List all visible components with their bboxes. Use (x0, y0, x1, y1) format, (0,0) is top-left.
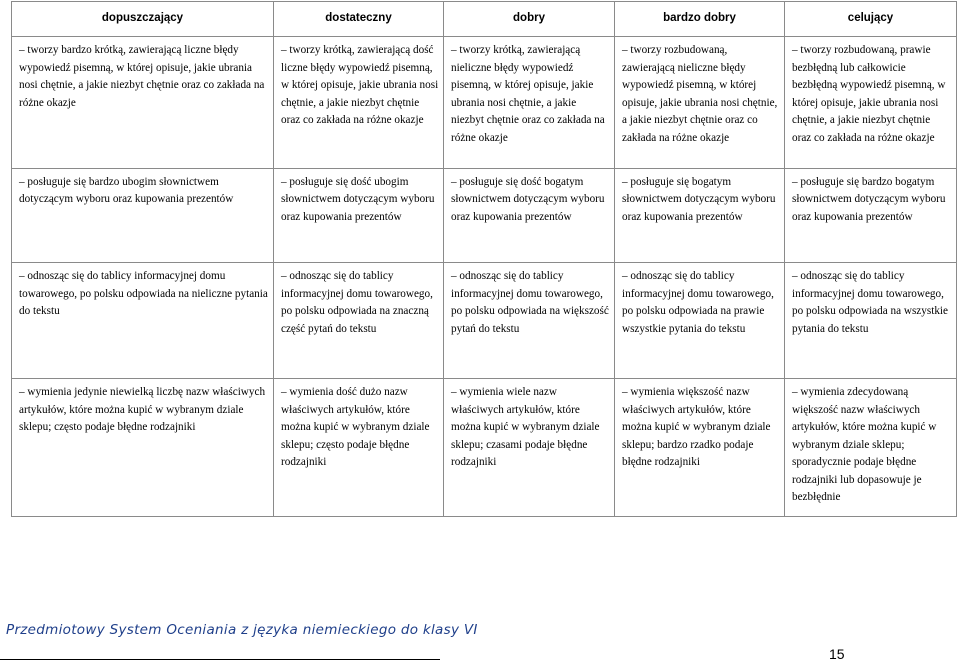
table-row (12, 263, 957, 379)
criteria-cell: – wymienia dość dużo nazw właściwych artykułów, które można kupić w wybranym dziale sklepu; często podaje błędne rodzajniki (274, 379, 444, 517)
header-grade-bardzo-dobry: bardzo dobry (615, 2, 785, 37)
header-grade-dobry: dobry (444, 2, 615, 37)
criteria-cell: – tworzy rozbudowaną, prawie bezbłędną lub całkowicie bezbłędną wypowiedź pisemną, w której opisuje, jakie ubrania nosi chętnie, a jakie niezbyt chętnie oraz co zakłada na różne okazje (785, 37, 957, 169)
grading-criteria-table (11, 1, 957, 517)
table-row (12, 37, 957, 169)
criteria-cell: – posługuje się bardzo bogatym słownictwem dotyczącym wyboru oraz kupowania prezentów (785, 168, 957, 262)
footer-document-title: Przedmiotowy System Oceniania z języka niemieckiego do klasy VI (6, 622, 478, 638)
header-row (12, 2, 957, 37)
header-grade-dopuszczajacy: dopuszczający (12, 2, 274, 37)
footer-divider (0, 659, 440, 660)
criteria-cell: – wymienia jedynie niewielką liczbę nazw właściwych artykułów, które można kupić w wybranym dziale sklepu; często podaje błędne rodzajniki (12, 379, 274, 517)
header-grade-dostateczny: dostateczny (274, 2, 444, 37)
criteria-cell: – odnosząc się do tablicy informacyjnej domu towarowego, po polsku odpowiada na znaczną część pytań do tekstu (274, 263, 444, 379)
criteria-cell: – posługuje się dość bogatym słownictwem dotyczącym wyboru oraz kupowania prezentów (444, 168, 615, 262)
page-number: 15 (829, 646, 845, 662)
criteria-cell: – odnosząc się do tablicy informacyjnej domu towarowego, po polsku odpowiada na prawie wszystkie pytania do tekstu (615, 263, 785, 379)
criteria-cell: – odnosząc się do tablicy informacyjnej domu towarowego, po polsku odpowiada na wszystkie pytania do tekstu (785, 263, 957, 379)
criteria-cell: – posługuje się bogatym słownictwem dotyczącym wyboru oraz kupowania prezentów (615, 168, 785, 262)
table-row (12, 379, 957, 517)
criteria-cell: – wymienia zdecydowaną większość nazw właściwych artykułów, które można kupić w wybranym dziale sklepu; sporadycznie podaje błędne rodzajniki lub dopasowuje je bezbłędnie (785, 379, 957, 517)
criteria-cell: – posługuje się dość ubogim słownictwem dotyczącym wyboru oraz kupowania prezentów (274, 168, 444, 262)
header-grade-celujacy: celujący (785, 2, 957, 37)
criteria-cell: – tworzy rozbudowaną, zawierającą nieliczne błędy wypowiedź pisemną, w której opisuje, jakie ubrania nosi chętnie, a jakie niezbyt chętnie oraz co zakłada na różne okazje (615, 37, 785, 169)
criteria-cell: – posługuje się bardzo ubogim słownictwem dotyczącym wyboru oraz kupowania prezentów (12, 168, 274, 262)
criteria-cell: – tworzy bardzo krótką, zawierającą liczne błędy wypowiedź pisemną, w której opisuje, jakie ubrania nosi chętnie, a jakie niezbyt chętnie oraz co zakłada na różne okazje (12, 37, 274, 169)
table-row (12, 168, 957, 262)
criteria-cell: – wymienia większość nazw właściwych artykułów, które można kupić w wybranym dziale sklepu; bardzo rzadko podaje błędne rodzajniki (615, 379, 785, 517)
criteria-cell: – odnosząc się do tablicy informacyjnej domu towarowego, po polsku odpowiada na nieliczne pytania do tekstu (12, 263, 274, 379)
criteria-cell: – wymienia wiele nazw właściwych artykułów, które można kupić w wybranym dziale sklepu; czasami podaje błędne rodzajniki (444, 379, 615, 517)
criteria-cell: – tworzy krótką, zawierającą dość liczne błędy wypowiedź pisemną, w której opisuje, jakie ubrania nosi chętnie, a jakie niezbyt chętnie oraz co zakłada na różne okazje (274, 37, 444, 169)
criteria-cell: – tworzy krótką, zawierającą nieliczne błędy wypowiedź pisemną, w której opisuje, jakie ubrania nosi chętnie, a jakie niezbyt chętnie oraz co zakłada na różne okazje (444, 37, 615, 169)
criteria-cell: – odnosząc się do tablicy informacyjnej domu towarowego, po polsku odpowiada na większość pytań do tekstu (444, 263, 615, 379)
